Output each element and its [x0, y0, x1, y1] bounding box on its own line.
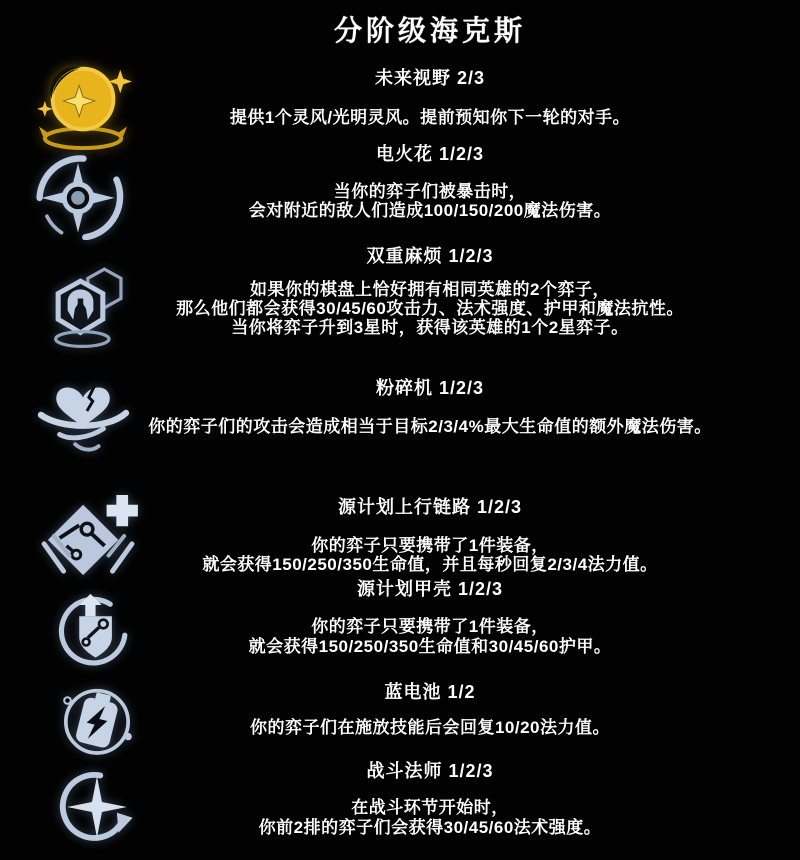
augment-name: 未来视野 2/3: [374, 68, 486, 88]
augment-desc-line: 会对附近的敌人们造成100/150/200魔法伤害。: [248, 201, 612, 220]
augment-desc-line: 在战斗环节开始时，: [351, 798, 509, 817]
augment-desc-line: 当你的弈子们被暴击时，: [333, 182, 527, 201]
augment-name: 源计划甲壳 1/2/3: [356, 579, 504, 599]
augment-desc-line: 就会获得150/250/350生命值，并且每秒回复2/3/4法力值。: [202, 555, 658, 574]
page-title: 分阶级海克斯: [333, 15, 526, 46]
augment-name: 粉碎机 1/2/3: [375, 378, 485, 398]
augment-name: 源计划上行链路 1/2/3: [337, 497, 523, 517]
augment-desc-line: 你的弈子们的攻击会造成相当于目标2/3/4%最大生命值的额外魔法伤害。: [148, 417, 712, 436]
augment-desc-line: 如果你的棋盘上恰好拥有相同英雄的2个弈子，: [250, 280, 610, 299]
augment-desc-line: 提供1个灵风/光明灵风。提前预知你下一轮的对手。: [229, 108, 631, 127]
augment-name: 战斗法师 1/2/3: [366, 761, 494, 781]
augment-desc-line: 就会获得150/250/350生命值和30/45/60护甲。: [248, 637, 612, 656]
augment-name: 双重麻烦 1/2/3: [366, 246, 494, 266]
augment-desc-line: 你的弈子只要携带了1件装备，: [311, 617, 549, 636]
augment-name: 电火花 1/2/3: [375, 144, 485, 164]
augment-desc-line: 你的弈子只要携带了1件装备，: [311, 536, 549, 555]
augment-desc-line: 当你将弈子升到3星时，获得该英雄的1个2星弈子。: [231, 318, 629, 337]
augment-name: 蓝电池 1/2: [384, 682, 476, 702]
augment-desc-line: 你的弈子们在施放技能后会回复10/20法力值。: [249, 718, 611, 737]
augment-desc-line: 那么他们都会获得30/45/60攻击力、法术强度、护甲和魔法抗性。: [176, 299, 684, 318]
augment-desc-line: 你前2排的弈子们会获得30/45/60法术强度。: [258, 818, 602, 837]
